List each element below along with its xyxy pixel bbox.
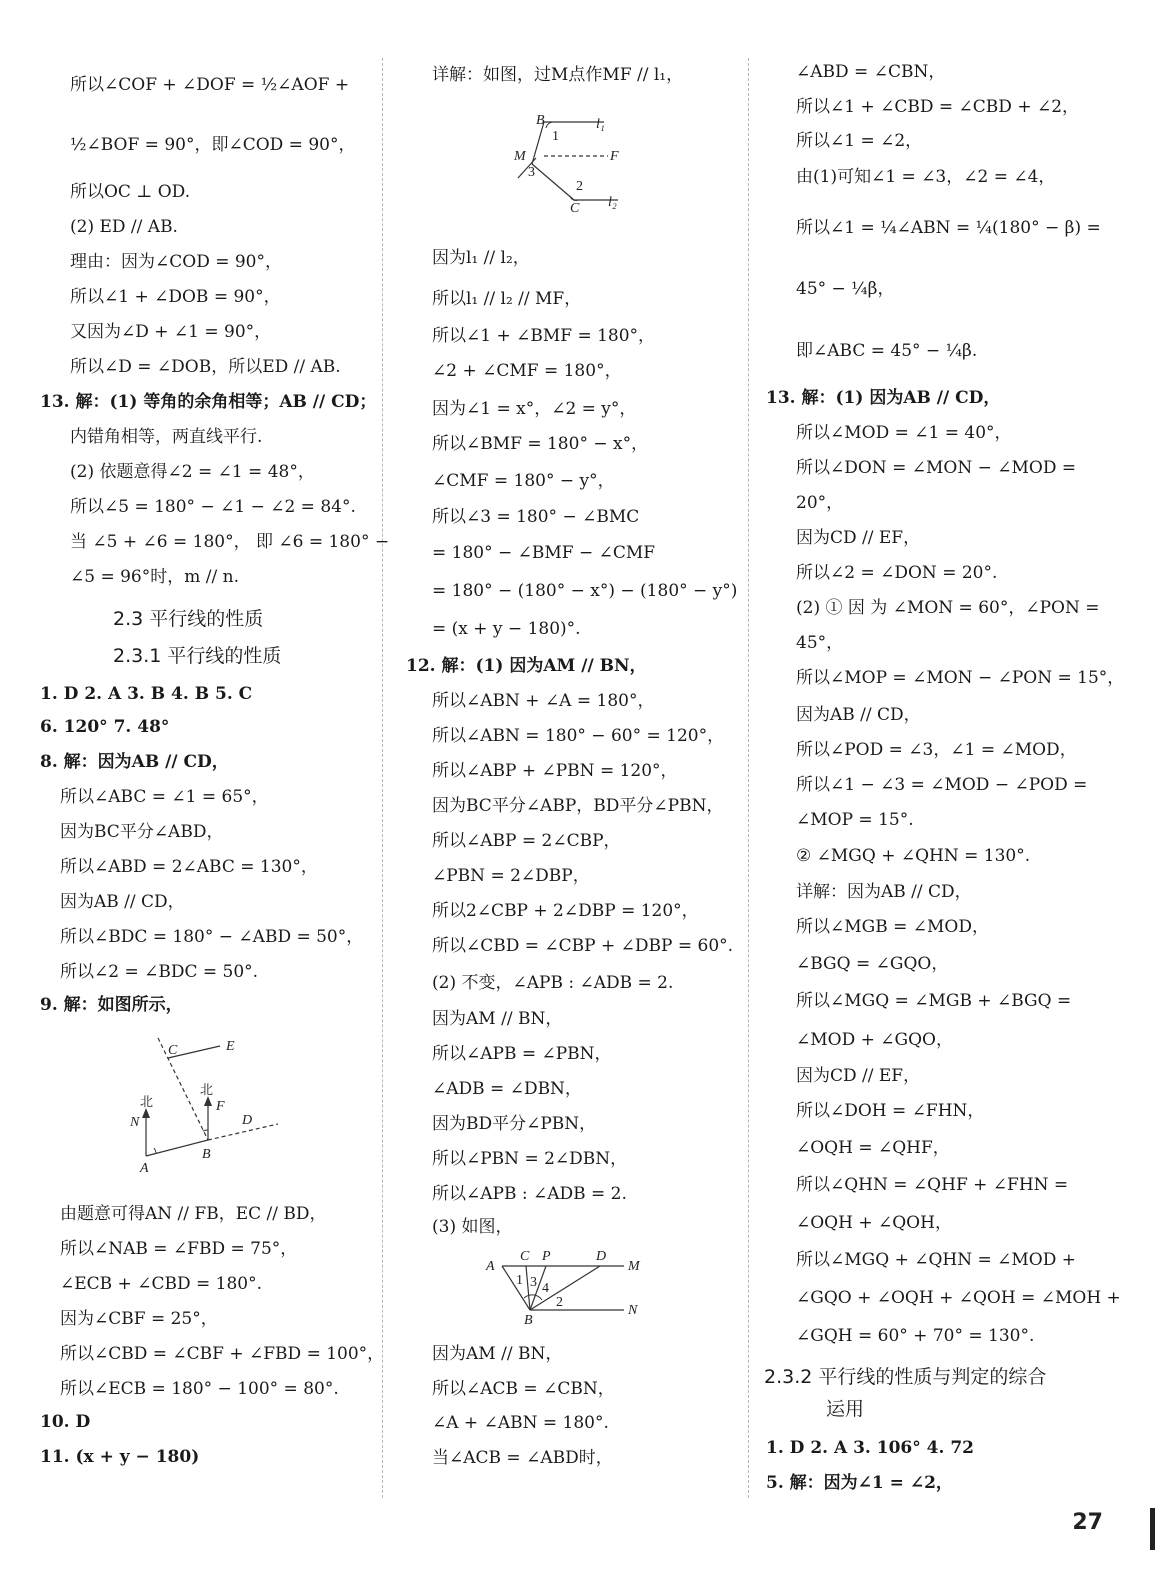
- text-line: 所以∠ABP + ∠PBN = 120°，: [432, 761, 678, 781]
- text-line: 所以∠APB : ∠ADB = 2.: [432, 1184, 627, 1204]
- subsection-heading: 2.3.1 平行线的性质: [113, 645, 282, 667]
- text-line: ∠ABD = ∠CBN，: [796, 62, 946, 82]
- text-line: ∠CMF = 180° − y°，: [432, 471, 615, 491]
- text-line: 因为AB // CD，: [796, 705, 921, 725]
- text-line: (2) 依题意得∠2 = ∠1 = 48°，: [70, 462, 315, 482]
- text-line: (2) 不变，∠APB : ∠ADB = 2.: [432, 973, 674, 993]
- text-line: 所以∠ABN = 180° − 60° = 120°，: [432, 726, 725, 746]
- figure-12-diagram: [482, 1244, 652, 1330]
- column-divider-left: [382, 58, 383, 1498]
- fig11-label-f: F: [610, 149, 619, 164]
- text-line: ∠OQH + ∠QOH，: [796, 1213, 952, 1233]
- text-line: 因为BD平分∠PBN，: [432, 1114, 597, 1134]
- text-line: 所以∠1 + ∠DOB = 90°，: [70, 287, 281, 307]
- subsection-heading-2-3-2: 2.3.2 平行线的性质与判定的综合: [764, 1366, 1047, 1388]
- text-line: 因为CD // EF，: [796, 1066, 921, 1086]
- fig9-label-e: E: [226, 1039, 235, 1054]
- text-line: 所以∠APB = ∠PBN，: [432, 1044, 612, 1064]
- text-line: 所以∠BMF = 180° − x°，: [432, 434, 649, 454]
- text-line: ∠ADB = ∠DBN，: [432, 1079, 582, 1099]
- text-line: ∠MOP = 15°.: [796, 810, 914, 830]
- text-line: ½∠BOF = 90°，即∠COD = 90°，: [70, 135, 356, 155]
- problem-12-heading: 12. 解：(1) 因为AM // BN，: [406, 656, 647, 676]
- text-line: 所以∠QHN = ∠QHF + ∠FHN =: [796, 1175, 1069, 1195]
- answer-10: 10. D: [40, 1412, 91, 1432]
- figure-9-diagram: [120, 1030, 290, 1180]
- subsection-heading-cont: 运用: [826, 1398, 865, 1420]
- text-line: 所以∠MGQ = ∠MGB + ∠BGQ =: [796, 991, 1072, 1011]
- text-line: 所以∠ECB = 180° − 100° = 80°.: [60, 1379, 339, 1399]
- text-line: 所以∠COF + ∠DOF = ½∠AOF +: [70, 75, 350, 95]
- text-line: 所以∠NAB = ∠FBD = 75°，: [60, 1239, 298, 1259]
- answers-1-4: 1. D 2. A 3. 106° 4. 72: [766, 1438, 974, 1458]
- page-number: 27: [1072, 1510, 1103, 1535]
- text-line: 所以∠ABP = 2∠CBP，: [432, 831, 621, 851]
- text-line: 因为BC平分∠ABD，: [60, 822, 224, 842]
- fig12-label-n: N: [628, 1303, 638, 1318]
- fig12-label-b: B: [524, 1313, 533, 1328]
- fig9-label-a: A: [140, 1161, 149, 1176]
- text-line: ∠PBN = 2∠DBP，: [432, 866, 590, 886]
- text-line: 内错角相等，两直线平行.: [70, 427, 263, 447]
- text-line: 因为AB // CD，: [60, 892, 185, 912]
- text-line: = 180° − ∠BMF − ∠CMF: [432, 543, 656, 563]
- fig12-label-p: P: [542, 1249, 551, 1264]
- fig11-label-l1: l₁: [596, 117, 605, 132]
- text-line: 所以∠ABC = ∠1 = 65°，: [60, 787, 269, 807]
- problem-5-heading: 5. 解：因为∠1 = ∠2，: [766, 1473, 953, 1493]
- text-line: 因为BC平分∠ABP，BD平分∠PBN，: [432, 796, 724, 816]
- text-line: 所以∠POD = ∠3，∠1 = ∠MOD，: [796, 740, 1077, 760]
- text-line: 详解：因为AB // CD，: [796, 882, 972, 902]
- problem-8-heading: 8. 解：因为AB // CD，: [40, 752, 229, 772]
- page-edge-bar: [1150, 1508, 1155, 1550]
- fig12-label-2: 2: [556, 1295, 563, 1310]
- text-line: 所以∠MGQ + ∠QHN = ∠MOD +: [796, 1250, 1077, 1270]
- text-line: ∠OQH = ∠QHF，: [796, 1138, 950, 1158]
- fig9-label-d: D: [242, 1113, 253, 1128]
- text-line: 所以l₁ // l₂ // MF，: [432, 289, 582, 309]
- answers-6-7: 6. 120° 7. 48°: [40, 717, 170, 737]
- text-line: ∠BGQ = ∠GQO，: [796, 954, 949, 974]
- problem-13-heading: 13. 解：(1) 等角的余角相等；AB // CD；: [40, 392, 377, 412]
- text-line: 即∠ABC = 45° − ¼β.: [796, 341, 978, 361]
- text-line: 所以∠ABD = 2∠ABC = 130°，: [60, 857, 318, 877]
- text-line: 当 ∠5 + ∠6 = 180°， 即 ∠6 = 180° −: [70, 532, 390, 552]
- text-line: 所以∠2 = ∠BDC = 50°.: [60, 962, 259, 982]
- text-line: 因为AM // BN，: [432, 1344, 563, 1364]
- text-line: ∠ECB + ∠CBD = 180°.: [60, 1274, 262, 1294]
- text-line: 所以∠3 = 180° − ∠BMC: [432, 507, 640, 527]
- fig9-label-n: N: [130, 1115, 140, 1130]
- text-line: ∠5 = 96°时，m // n.: [70, 567, 239, 587]
- text-line: 由题意可得AN // FB，EC // BD，: [60, 1204, 327, 1224]
- fig11-label-c: C: [570, 201, 580, 216]
- problem-13-heading-col3: 13. 解：(1) 因为AB // CD，: [766, 388, 1001, 408]
- fig9-label-north-a: 北: [140, 1095, 154, 1110]
- text-line: (2) ED // AB.: [70, 217, 178, 237]
- text-line: 所以∠2 = ∠DON = 20°.: [796, 563, 998, 583]
- problem-9-heading: 9. 解：如图所示，: [40, 995, 183, 1015]
- text-line: 详解：如图，过M点作MF // l₁，: [432, 65, 684, 85]
- fig12-label-d: D: [596, 1249, 607, 1264]
- fig11-label-2: 2: [576, 179, 583, 194]
- text-line: 45°，: [796, 633, 844, 653]
- text-line: 由(1)可知∠1 = ∠3，∠2 = ∠4，: [796, 167, 1056, 187]
- text-line: 所以∠BDC = 180° − ∠ABD = 50°，: [60, 927, 364, 947]
- text-line: ② ∠MGQ + ∠QHN = 130°.: [796, 846, 1031, 866]
- text-line: ∠GQH = 60° + 70° = 130°.: [796, 1326, 1035, 1346]
- fig12-label-3: 3: [530, 1275, 537, 1290]
- text-line: 所以∠CBD = ∠CBP + ∠DBP = 60°.: [432, 936, 734, 956]
- text-line: 所以∠MOD = ∠1 = 40°，: [796, 423, 1012, 443]
- fig11-label-m: M: [514, 149, 526, 164]
- text-line: 所以∠MOP = ∠MON − ∠PON = 15°，: [796, 668, 1125, 688]
- text-line: 所以∠1 − ∠3 = ∠MOD − ∠POD =: [796, 775, 1088, 795]
- text-line: 又因为∠D + ∠1 = 90°，: [70, 322, 272, 342]
- text-line: 所以∠DOH = ∠FHN，: [796, 1101, 985, 1121]
- fig11-label-1: 1: [552, 129, 559, 144]
- text-line: (3) 如图，: [432, 1217, 513, 1237]
- text-line: 因为l₁ // l₂，: [432, 248, 530, 268]
- fig9-label-b: B: [202, 1147, 211, 1162]
- text-line: 因为AM // BN，: [432, 1009, 563, 1029]
- text-line: ∠A + ∠ABN = 180°.: [432, 1413, 609, 1433]
- text-line: 所以∠1 + ∠BMF = 180°，: [432, 326, 656, 346]
- text-line: 理由：因为∠COD = 90°，: [70, 252, 283, 272]
- text-line: ∠MOD + ∠GQO，: [796, 1030, 953, 1050]
- text-line: 45° − ¼β，: [796, 279, 895, 299]
- fig9-label-f: F: [216, 1099, 225, 1114]
- text-line: 因为CD // EF，: [796, 528, 921, 548]
- fig11-label-3: 3: [528, 165, 535, 180]
- section-heading: 2.3 平行线的性质: [113, 608, 264, 630]
- fig11-label-b: B: [536, 113, 545, 128]
- fig9-label-north-b: 北: [200, 1083, 214, 1098]
- text-line: 因为∠1 = x°，∠2 = y°，: [432, 399, 637, 419]
- text-line: 当∠ACB = ∠ABD时，: [432, 1448, 613, 1468]
- figure-11-diagram: [508, 110, 648, 220]
- text-line: 所以∠ABN + ∠A = 180°，: [432, 691, 655, 711]
- text-line: 所以∠1 = ¼∠ABN = ¼(180° − β) =: [796, 218, 1101, 238]
- text-line: 所以2∠CBP + 2∠DBP = 120°，: [432, 901, 699, 921]
- text-line: ∠2 + ∠CMF = 180°，: [432, 361, 622, 381]
- text-line: 所以∠ACB = ∠CBN，: [432, 1379, 615, 1399]
- text-line: = (x + y − 180)°.: [432, 619, 581, 639]
- column-divider-right: [748, 58, 749, 1498]
- fig12-label-c: C: [520, 1249, 530, 1264]
- text-line: ∠GQO + ∠OQH + ∠QOH = ∠MOH +: [796, 1288, 1121, 1308]
- text-line: 所以∠D = ∠DOB，所以ED // AB.: [70, 357, 341, 377]
- text-line: (2) ① 因 为 ∠MON = 60°，∠PON =: [796, 598, 1100, 618]
- text-line: 所以∠1 + ∠CBD = ∠CBD + ∠2，: [796, 97, 1080, 117]
- fig11-label-l2: l₂: [608, 195, 617, 210]
- text-line: 所以∠CBD = ∠CBF + ∠FBD = 100°，: [60, 1344, 385, 1364]
- text-line: 所以OC ⊥ OD.: [70, 182, 191, 202]
- text-line: = 180° − (180° − x°) − (180° − y°): [432, 581, 738, 601]
- fig9-label-c: C: [168, 1043, 178, 1058]
- text-line: 所以∠MGB = ∠MOD，: [796, 917, 989, 937]
- fig12-label-4: 4: [542, 1281, 549, 1296]
- fig12-label-m: M: [628, 1259, 640, 1274]
- text-line: 所以∠5 = 180° − ∠1 − ∠2 = 84°.: [70, 497, 356, 517]
- text-line: 所以∠1 = ∠2，: [796, 131, 923, 151]
- fig12-label-a: A: [486, 1259, 495, 1274]
- text-line: 因为∠CBF = 25°，: [60, 1309, 218, 1329]
- answers-1-5: 1. D 2. A 3. B 4. B 5. C: [40, 684, 253, 704]
- text-line: 所以∠PBN = 2∠DBN，: [432, 1149, 628, 1169]
- text-line: 所以∠DON = ∠MON − ∠MOD =: [796, 458, 1077, 478]
- fig12-label-1: 1: [516, 1273, 523, 1288]
- answer-11: 11. (x + y − 180): [40, 1447, 200, 1467]
- text-line: 20°，: [796, 493, 844, 513]
